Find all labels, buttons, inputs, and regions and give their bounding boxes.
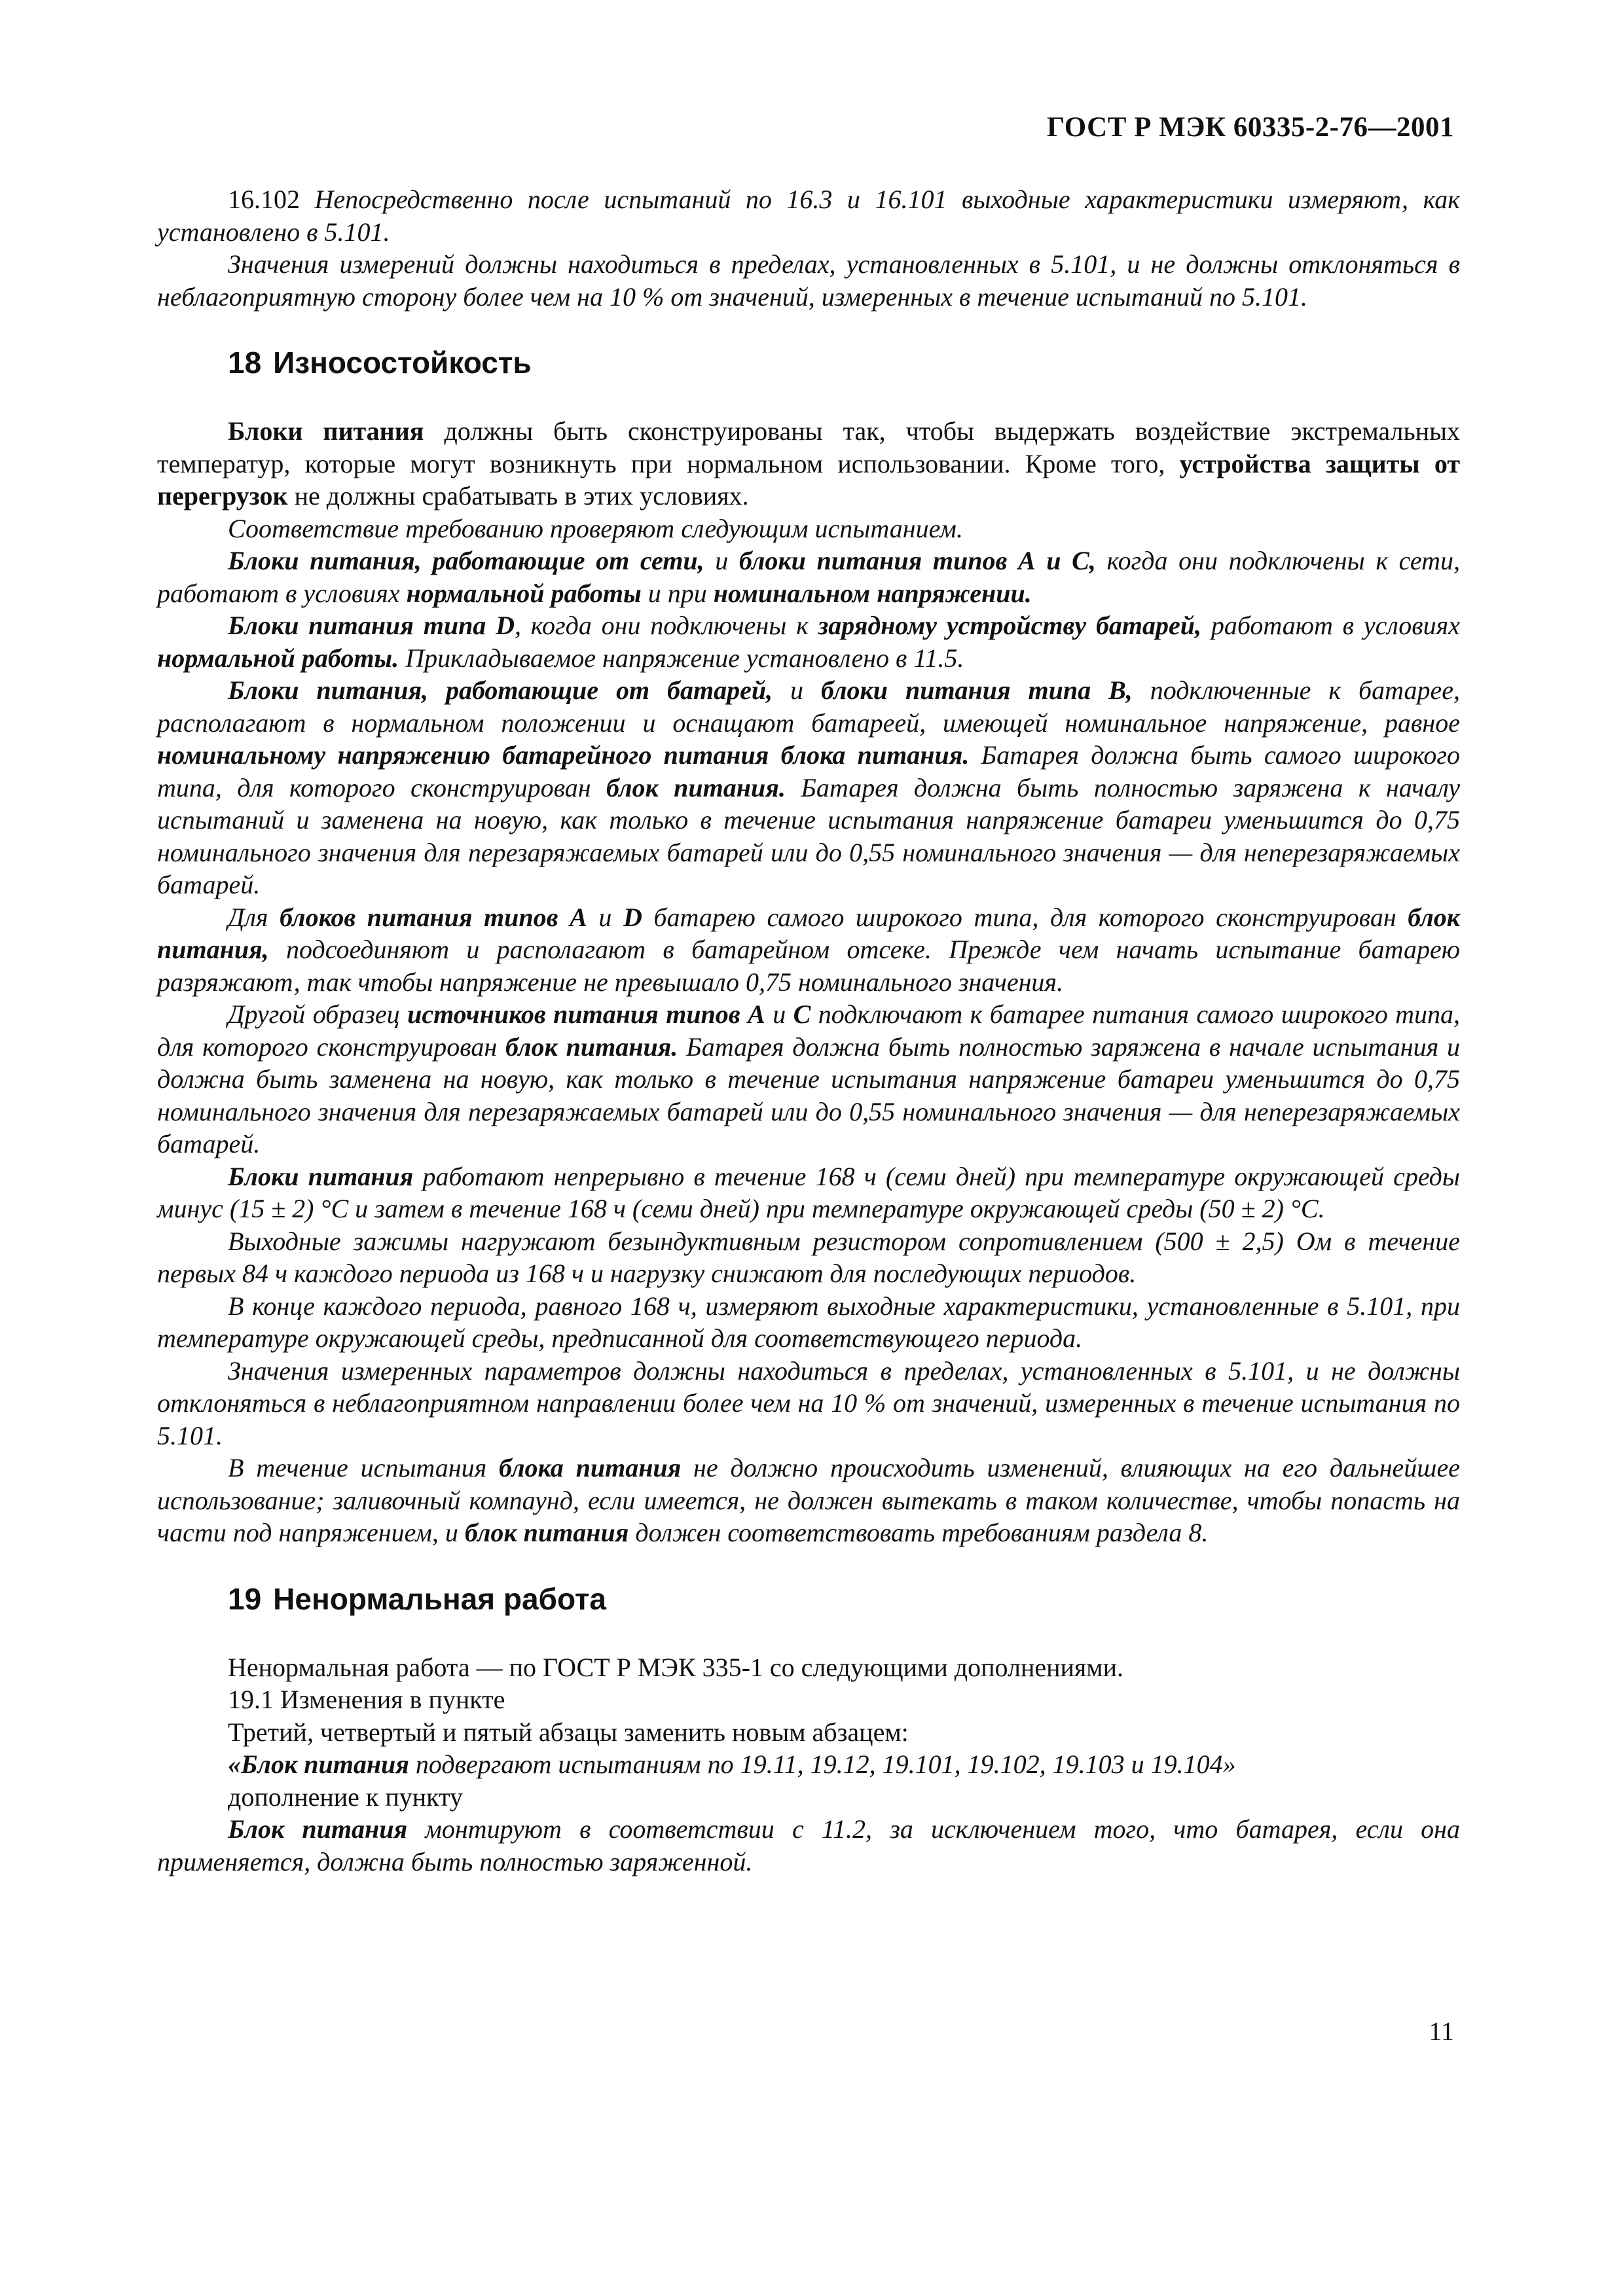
text: монтируют в соответствии с 11.2, за исключением того, что батарея, если она применяется, должна быть полностью заряженной. bbox=[157, 1814, 1460, 1876]
standard-header: ГОСТ Р МЭК 60335-2-76—2001 bbox=[1046, 112, 1454, 143]
text: Батарея должна быть полностью заряжена в начале испытания и должна быть заменена на новую, как только в течение испытания напряжение батареи уменьшится до 0,75 номинального значения для перезаряжаемых батарей или до 0,55 номинального значения — для неперезаряжаемых батарей. bbox=[157, 1031, 1460, 1158]
term-bold: номинальном напряжении. bbox=[713, 578, 1032, 608]
section-18-paragraph-9: Выходные зажимы нагружают безындуктивным резистором сопротивлением (500 ± 2,5) Ом в течение первых 84 ч каждого периода из 168 ч и нагрузку снижают для последующих периодов. bbox=[157, 1226, 1460, 1288]
term-bold: Блоки питания, работающие от батарей, bbox=[228, 675, 773, 705]
term-bold: источников питания типов А bbox=[407, 999, 765, 1029]
term-bold: Блоки питания, работающие от сети, bbox=[228, 546, 704, 575]
section-18-paragraph-2: Соответствие требованию проверяют следующим испытанием. bbox=[228, 513, 963, 543]
clause-16-102-paragraph: Значения измерений должны находиться в пределах, установленных в 5.101, и не должны отклоняться в неблагоприятную сторону более чем на 10 % от значений, измеренных в течение испытаний по 5.101. bbox=[157, 249, 1460, 312]
text: не должно происходить изменений, влияющих на его дальнейшее использование; заливочный компаунд, если имеется, не должен вытекать в таком количестве, чтобы попасть на части под напряжением, и bbox=[157, 1453, 1461, 1547]
section-number: 18 bbox=[228, 346, 262, 380]
term-bold: нормальной работы bbox=[406, 578, 642, 608]
text: и bbox=[704, 546, 739, 575]
text: работают непрерывно в течение 168 ч (семи дней) при температуре окружающей среды минус (15 ± 2) °С и затем в течение 168 ч (семи дней) при температуре окружающей среды (50 ± 2) °С. bbox=[157, 1161, 1460, 1223]
term-bold: блоки питания типов А и С, bbox=[739, 546, 1096, 575]
text: Батарея должна быть полностью заряжена к началу испытаний и заменена на новую, как только в течение испытания напряжение батареи уменьшится до 0,75 номинального значения для перезаряжаемых батарей или до 0,55 номинального значения — для неперезаряжаемых батарей. bbox=[157, 772, 1460, 899]
section-19-paragraph-2: 19.1 Изменения в пункте bbox=[228, 1685, 505, 1714]
term-bold: Блоки питания bbox=[228, 1161, 414, 1191]
section-18-paragraph-3 bbox=[157, 545, 1460, 609]
text: и при bbox=[641, 578, 714, 608]
text: батарею самого широкого типа, для которого сконструирован bbox=[642, 902, 1408, 932]
term-bold: блок питания bbox=[464, 1518, 629, 1547]
section-title: Износостойкость bbox=[273, 346, 532, 380]
section-18-paragraph-8 bbox=[157, 1160, 1460, 1225]
term-bold: нормальной работы. bbox=[157, 643, 399, 673]
term-bold: «Блок питания bbox=[228, 1749, 409, 1779]
text: когда они подключены к сети, работают в условиях bbox=[157, 546, 1461, 608]
section-19-paragraph-5: дополнение к пункту bbox=[228, 1782, 464, 1812]
section-title: Ненормальная работа bbox=[273, 1581, 607, 1616]
section-18-paragraph-6 bbox=[157, 901, 1460, 999]
section-19-heading bbox=[228, 1579, 1460, 1619]
text: и bbox=[587, 902, 623, 932]
text: работают в условиях bbox=[1201, 611, 1460, 640]
term-bold: блоки питания типа В, bbox=[821, 675, 1133, 705]
term-bold: блока питания bbox=[499, 1453, 682, 1482]
section-18-paragraph-4 bbox=[157, 609, 1460, 674]
term-bold: зарядному устройству батарей, bbox=[818, 611, 1202, 640]
term-bold: номинальному напряжению батарейного питания блока питания. bbox=[157, 740, 970, 770]
section-18-paragraph-10: В конце каждого периода, равного 168 ч, измеряют выходные характеристики, установленные в 5.101, при температуре окружающей среды, предписанной для соответствующего периода. bbox=[157, 1291, 1460, 1353]
text: В течение испытания bbox=[228, 1453, 500, 1482]
term-bold: С bbox=[793, 999, 811, 1029]
term-bold: устройства защиты от перегрузок bbox=[157, 448, 1460, 511]
term-bold: блок питания. bbox=[505, 1031, 678, 1062]
section-18-paragraph-1 bbox=[157, 415, 1460, 512]
text: должен соответствовать требованиям раздела 8. bbox=[629, 1518, 1209, 1547]
page-content bbox=[157, 183, 1460, 1878]
section-19-paragraph-1: Ненормальная работа — по ГОСТ Р МЭК 335-1 со следующими дополнениями. bbox=[228, 1652, 1124, 1682]
clause-16-102 bbox=[157, 183, 1460, 248]
section-18-paragraph-5 bbox=[157, 674, 1460, 901]
section-19-paragraph-6 bbox=[157, 1813, 1460, 1878]
section-18-paragraph-11: Значения измеренных параметров должны находиться в пределах, установленных в 5.101, и не должны отклоняться в неблагоприятном направлении более чем на 10 % от значений, измеренных в течение испытания по 5.101. bbox=[157, 1355, 1460, 1450]
section-19-paragraph-3: Третий, четвертый и пятый абзацы заменить новым абзацем: bbox=[228, 1717, 909, 1747]
text: Другой образец bbox=[228, 999, 408, 1029]
term-bold: блоков питания типов А bbox=[280, 902, 587, 932]
text: подсоединяют и располагают в батарейном отсеке. Прежде чем начать испытание батарею разряжают, так чтобы напряжение не превышало 0,75 номинального значения. bbox=[157, 935, 1460, 997]
text: должны быть сконструированы так, чтобы выдержать воздействие экстремальных температур, которые могут возникнуть при нормальном использовании. Кроме того, bbox=[157, 416, 1461, 478]
clause-text: Непосредственно после испытаний по 16.3 и 16.101 выходные характеристики измеряют, как установлено в 5.101. bbox=[157, 185, 1460, 247]
section-18-heading bbox=[228, 343, 1460, 382]
clause-number: 16.102 bbox=[228, 185, 300, 214]
section-18-paragraph-12 bbox=[157, 1452, 1460, 1549]
text: подвергают испытаниям по 19.11, 19.12, 19.101, 19.102, 19.103 и 19.104» bbox=[409, 1749, 1236, 1779]
term-bold: Блоки питания bbox=[228, 416, 424, 446]
term-bold: D bbox=[623, 902, 642, 932]
text: , когда они подключены к bbox=[515, 611, 818, 640]
term-bold: блок питания, bbox=[157, 902, 1461, 964]
section-number: 19 bbox=[228, 1581, 262, 1616]
section-19-paragraph-4 bbox=[157, 1748, 1460, 1781]
text: подключенные к батарее, располагают в нормальном положении и оснащают батареей, имеющей номинальное напряжение, равное bbox=[157, 675, 1461, 738]
text: Прикладываемое напряжение установлено в 11.5. bbox=[399, 643, 964, 673]
term-bold: Блоки питания типа D bbox=[228, 611, 515, 640]
text: Батарея должна быть самого широкого типа, для которого сконструирован bbox=[157, 740, 1461, 802]
text: и bbox=[765, 999, 793, 1029]
text: не должны срабатывать в этих условиях. bbox=[287, 481, 749, 511]
page-number: 11 bbox=[1429, 2017, 1454, 2046]
term-bold: Блок питания bbox=[228, 1814, 408, 1844]
term-bold: блок питания. bbox=[606, 772, 786, 802]
section-18-paragraph-7 bbox=[157, 998, 1460, 1160]
text: и bbox=[773, 675, 821, 705]
text: Для bbox=[228, 902, 280, 932]
text: подключают к батарее питания самого широкого типа, для которого сконструирован bbox=[157, 999, 1461, 1062]
